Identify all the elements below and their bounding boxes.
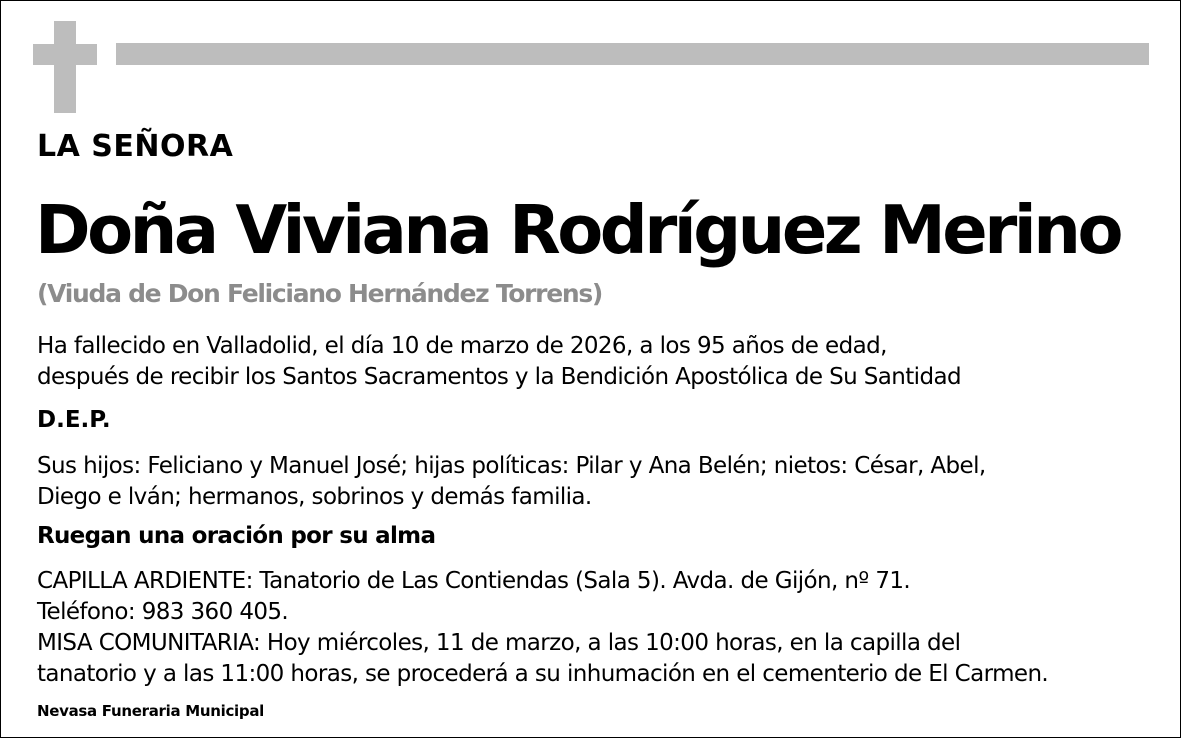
service-line: CAPILLA ARDIENTE: Tanatorio de Las Contiendas (Sala 5). Avda. de Gijón, nº 71. bbox=[37, 568, 911, 594]
service-line: Teléfono: 983 360 405. bbox=[37, 599, 289, 625]
cross-vertical-beam bbox=[54, 21, 76, 113]
family-list bbox=[37, 451, 986, 513]
death-line: después de recibir los Santos Sacramentos y la Bendición Apostólica de Su Santidad bbox=[37, 364, 961, 390]
deceased-name: Doña Viviana Rodríguez Merino bbox=[35, 191, 1120, 269]
service-details bbox=[37, 566, 1048, 690]
family-line: Sus hijos: Feliciano y Manuel José; hijas políticas: Pilar y Ana Belén; nietos: César, Abel, bbox=[37, 453, 986, 479]
honorific-label: LA SEÑORA bbox=[37, 129, 234, 164]
header-divider-bar bbox=[116, 43, 1149, 65]
rip-label: D.E.P. bbox=[37, 407, 111, 433]
cross-horizontal-beam bbox=[33, 44, 97, 65]
prayer-request: Ruegan una oración por su alma bbox=[37, 523, 436, 549]
service-line: MISA COMUNITARIA: Hoy miércoles, 11 de marzo, a las 10:00 horas, en la capilla del bbox=[37, 630, 961, 656]
family-line: Diego e lván; hermanos, sobrinos y demás familia. bbox=[37, 484, 592, 510]
service-line: tanatorio y a las 11:00 horas, se procederá a su inhumación en el cementerio de El Carmen. bbox=[37, 661, 1049, 687]
funeral-home-name: Nevasa Funeraria Municipal bbox=[37, 702, 264, 720]
death-line: Ha fallecido en Valladolid, el día 10 de marzo de 2026, a los 95 años de edad, bbox=[37, 333, 887, 359]
widow-of-line: (Viuda de Don Feliciano Hernández Torrens) bbox=[37, 279, 603, 308]
death-announcement bbox=[37, 331, 961, 393]
